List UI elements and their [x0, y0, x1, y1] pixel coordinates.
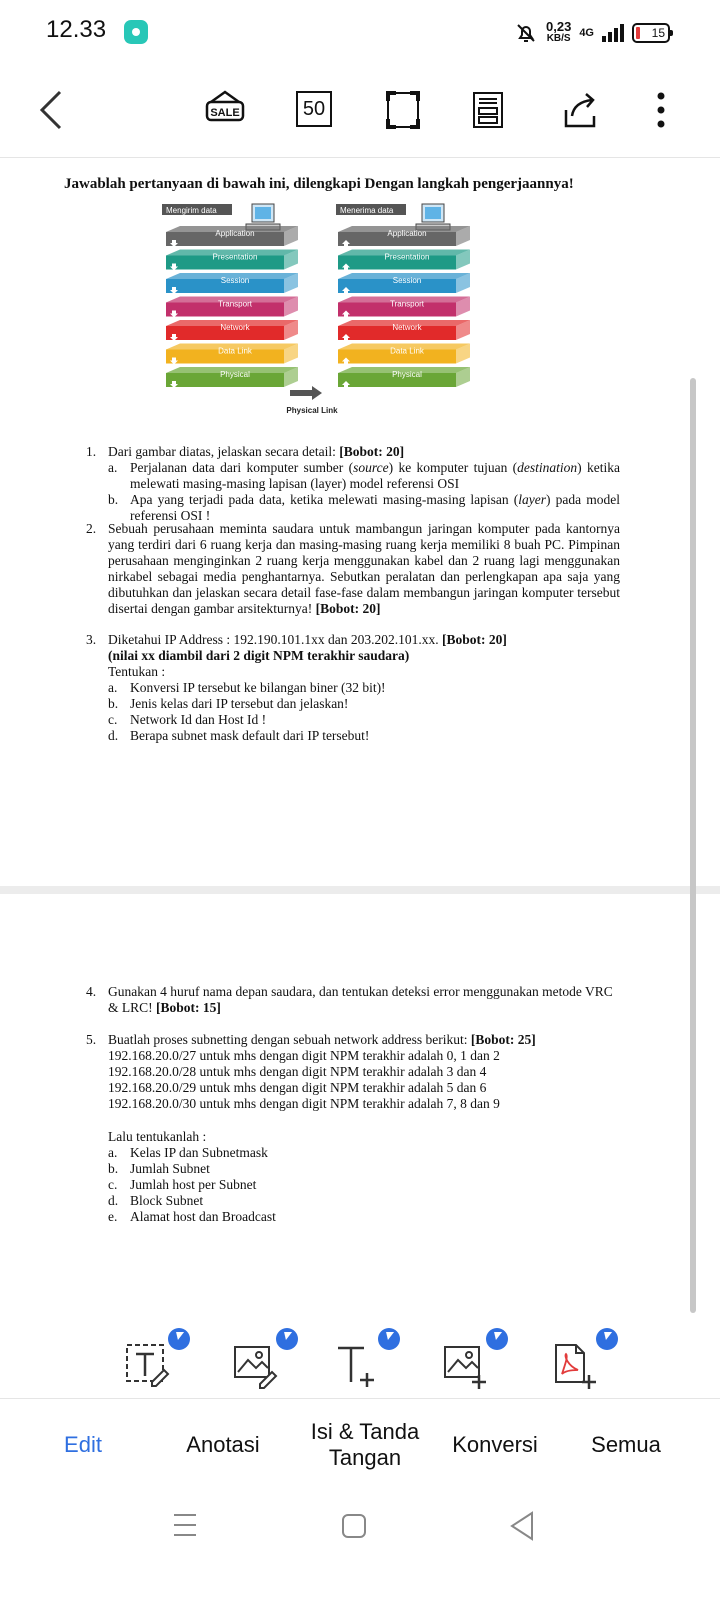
bell-muted-icon — [514, 21, 538, 45]
osi-layer-recv-3 — [338, 297, 470, 318]
recent-apps-icon[interactable] — [174, 1514, 196, 1540]
list-item: c. Network Id dan Host Id ! — [108, 712, 267, 727]
question-number: 4. — [86, 984, 97, 999]
osi-layer-label: Physical — [220, 370, 250, 379]
sender-layers — [166, 226, 298, 388]
edit-tools-row — [0, 1320, 720, 1390]
osi-layer-recv-2 — [338, 273, 470, 294]
osi-layer-label: Application — [215, 229, 255, 238]
add-pdf-tool[interactable] — [548, 1328, 618, 1388]
question-weight: [Bobot: 25] — [470, 1032, 536, 1047]
subnet-line: 192.168.20.0/27 untuk mhs dengan digit NPM terakhir adalah 0, 1 dan 2 — [108, 1048, 500, 1063]
question-weight: [Bobot: 20] — [441, 632, 507, 647]
osi-layer-send-2 — [166, 273, 298, 294]
question-number: 1. — [86, 444, 97, 459]
sale-label: SALE — [210, 107, 240, 119]
list-item: a. Konversi IP tersebut ke bilangan biner (32 bit)! — [108, 680, 386, 695]
premium-badge-icon — [486, 1328, 508, 1350]
battery-icon — [632, 23, 670, 43]
question-number: 2. — [86, 521, 97, 536]
physical-link-arrow — [290, 386, 322, 400]
home-icon[interactable] — [342, 1514, 366, 1538]
question-4 — [86, 984, 620, 1016]
question-2 — [86, 521, 620, 617]
osi-layer-recv-4 — [338, 320, 470, 341]
edit-text-icon — [124, 1342, 174, 1392]
edit-image-icon — [232, 1342, 282, 1392]
question-weight: [Bobot: 20] — [339, 444, 405, 459]
osi-layer-label: Application — [387, 229, 427, 238]
subnet-line: 192.168.20.0/30 untuk mhs dengan digit NPM terakhir adalah 7, 8 dan 9 — [108, 1096, 500, 1111]
osi-layer-send-0 — [166, 226, 298, 247]
osi-layer-label: Physical — [392, 370, 422, 379]
osi-layer-label: Data Link — [218, 346, 252, 356]
question-text: Diketahui IP Address : 192.190.101.1xx dan 203.202.101.xx. — [108, 632, 439, 647]
osi-layer-label: Transport — [218, 299, 252, 309]
page-separator — [0, 886, 720, 894]
osi-layer-send-1 — [166, 250, 298, 271]
question-text: Buatlah proses subnetting dengan sebuah network address berikut: — [108, 1032, 468, 1047]
status-time: 12.33 — [46, 16, 107, 43]
document-heading: Jawablah pertanyaan di bawah ini, dilengkapi Dengan langkah pengerjaannya! — [64, 176, 574, 192]
system-nav-bar — [0, 1490, 720, 1600]
status-bar — [0, 0, 720, 64]
sale-tag-icon[interactable] — [205, 88, 245, 128]
premium-badge-icon — [596, 1328, 618, 1350]
osi-layer-recv-0 — [338, 226, 470, 247]
back-icon[interactable] — [32, 88, 72, 132]
receive-label: Menerima data — [340, 206, 394, 215]
question-weight: [Bobot: 15] — [156, 1000, 221, 1015]
bottom-tab-bar — [0, 1398, 720, 1490]
tab-semua[interactable]: Semua — [591, 1432, 661, 1457]
osi-layer-label: Presentation — [212, 252, 258, 262]
edit-image-tool[interactable] — [228, 1328, 298, 1388]
subnet-line: 192.168.20.0/29 untuk mhs dengan digit NPM terakhir adalah 5 dan 6 — [108, 1080, 487, 1095]
status-indicators — [514, 18, 670, 48]
physical-link-label: Physical Link — [286, 406, 338, 415]
osi-layer-label: Session — [392, 276, 422, 285]
list-item: d. Berapa subnet mask default dari IP tersebut! — [108, 728, 370, 743]
page-view-icon[interactable] — [472, 91, 504, 129]
osi-layer-send-4 — [166, 320, 298, 341]
more-options-icon[interactable] — [656, 90, 666, 130]
question-3 — [86, 632, 620, 744]
scrollbar[interactable] — [690, 378, 696, 1313]
list-item: b. Jumlah Subnet — [108, 1161, 210, 1176]
osi-layer-send-5 — [166, 344, 298, 365]
receiver-layers — [338, 226, 470, 388]
subnet-line: 192.168.20.0/28 untuk mhs dengan digit NPM terakhir adalah 3 dan 4 — [108, 1064, 487, 1079]
question-1b: b. Apa yang terjadi pada data, ketika melewati masing-masing lapisan (layer) pada model referensi OSI ! — [108, 492, 620, 523]
list-item: d. Block Subnet — [108, 1193, 204, 1208]
top-toolbar — [0, 64, 720, 158]
question-weight: [Bobot: 20] — [315, 601, 381, 616]
question-text: Gunakan 4 huruf nama depan saudara, dan tentukan deteksi error menggunakan metode VRC & LRC! — [108, 984, 613, 1015]
add-image-tool[interactable] — [438, 1328, 508, 1388]
premium-badge-icon — [378, 1328, 400, 1350]
osi-layer-label: Session — [220, 276, 250, 285]
question-note: (nilai xx diambil dari 2 digit NPM terakhir saudara) — [108, 648, 410, 663]
edit-text-tool[interactable] — [120, 1328, 190, 1388]
question-number: 5. — [86, 1032, 97, 1047]
share-icon[interactable] — [560, 90, 600, 130]
add-pdf-icon — [552, 1342, 602, 1392]
list-item: c. Jumlah host per Subnet — [108, 1177, 257, 1192]
osi-layer-send-3 — [166, 297, 298, 318]
receiver-stack — [336, 204, 406, 215]
osi-layer-label: Network — [392, 323, 422, 332]
sender-stack — [162, 204, 232, 215]
osi-model-diagram — [160, 202, 500, 422]
question-1a: a. Perjalanan data dari komputer sumber (source) ke komputer tujuan (destination) ketika melewati masing-masing lapisan (layer) model referensi OSI — [108, 460, 620, 491]
signal-icon — [602, 24, 624, 42]
question-number: 3. — [86, 632, 97, 647]
premium-badge-icon — [276, 1328, 298, 1350]
osi-layer-recv-5 — [338, 344, 470, 365]
add-image-icon — [442, 1342, 492, 1392]
fit-screen-icon[interactable] — [386, 91, 420, 129]
list-item: b. Jenis kelas dari IP tersebut dan jelaskan! — [108, 696, 349, 711]
osi-layer-label: Network — [220, 323, 250, 332]
osi-layer-label: Data Link — [390, 346, 424, 356]
add-text-icon — [334, 1342, 384, 1392]
tab-anotasi[interactable]: Anotasi — [186, 1432, 260, 1457]
tab-konversi[interactable]: Konversi — [452, 1432, 538, 1457]
question-5 — [86, 1032, 620, 1225]
question-1 — [86, 444, 620, 524]
list-item: e. Alamat host dan Broadcast — [108, 1209, 276, 1224]
osi-layer-label: Transport — [390, 299, 424, 309]
tab-isi-tanda-tangan[interactable]: Isi & Tanda Tangan — [310, 1419, 420, 1470]
notification-app-icon — [124, 20, 148, 44]
add-text-tool[interactable] — [330, 1328, 400, 1388]
question-text: Sebuah perusahaan meminta saudara untuk mambangun jaringan komputer pada kantornya yang terdiri dari 6 ruang kerja dan masing-masing ruang kerja memiliki 8 buah PC. Pimpinan perusahaan menginginkan 2 ruang kerja menggunakan kabel dan 2 ruang lagi menggunakan nirkabel sebagai media penghantarnya. Sebutkan peralatan dan perlengkapan apa saja yang dibutuhkan dan jelaskan secara detail fase-fase dalam membangun jaringan komputer tersebut disertai dengan gambar arsitekturnya! — [108, 521, 620, 616]
question-intro: Lalu tentukanlah : — [108, 1129, 207, 1144]
nav-back-icon[interactable] — [508, 1510, 536, 1542]
premium-badge-icon — [168, 1328, 190, 1350]
osi-layer-recv-6 — [338, 367, 470, 388]
osi-layer-label: Presentation — [384, 252, 430, 262]
toolbar-divider — [0, 157, 720, 158]
list-item: a. Kelas IP dan Subnetmask — [108, 1145, 268, 1160]
osi-layer-send-6 — [166, 367, 298, 388]
battery-level: 15 — [651, 26, 665, 40]
send-label: Mengirim data — [166, 206, 217, 215]
question-intro: Tentukan : — [108, 664, 166, 679]
tab-edit[interactable]: Edit — [64, 1432, 102, 1457]
network-speed: 0,23 KB/S — [546, 19, 572, 44]
question-text: Dari gambar diatas, jelaskan secara detail: — [108, 444, 336, 459]
osi-layer-recv-1 — [338, 250, 470, 271]
network-type: 4G — [579, 27, 594, 39]
page-number-button[interactable]: 50 — [296, 91, 332, 127]
